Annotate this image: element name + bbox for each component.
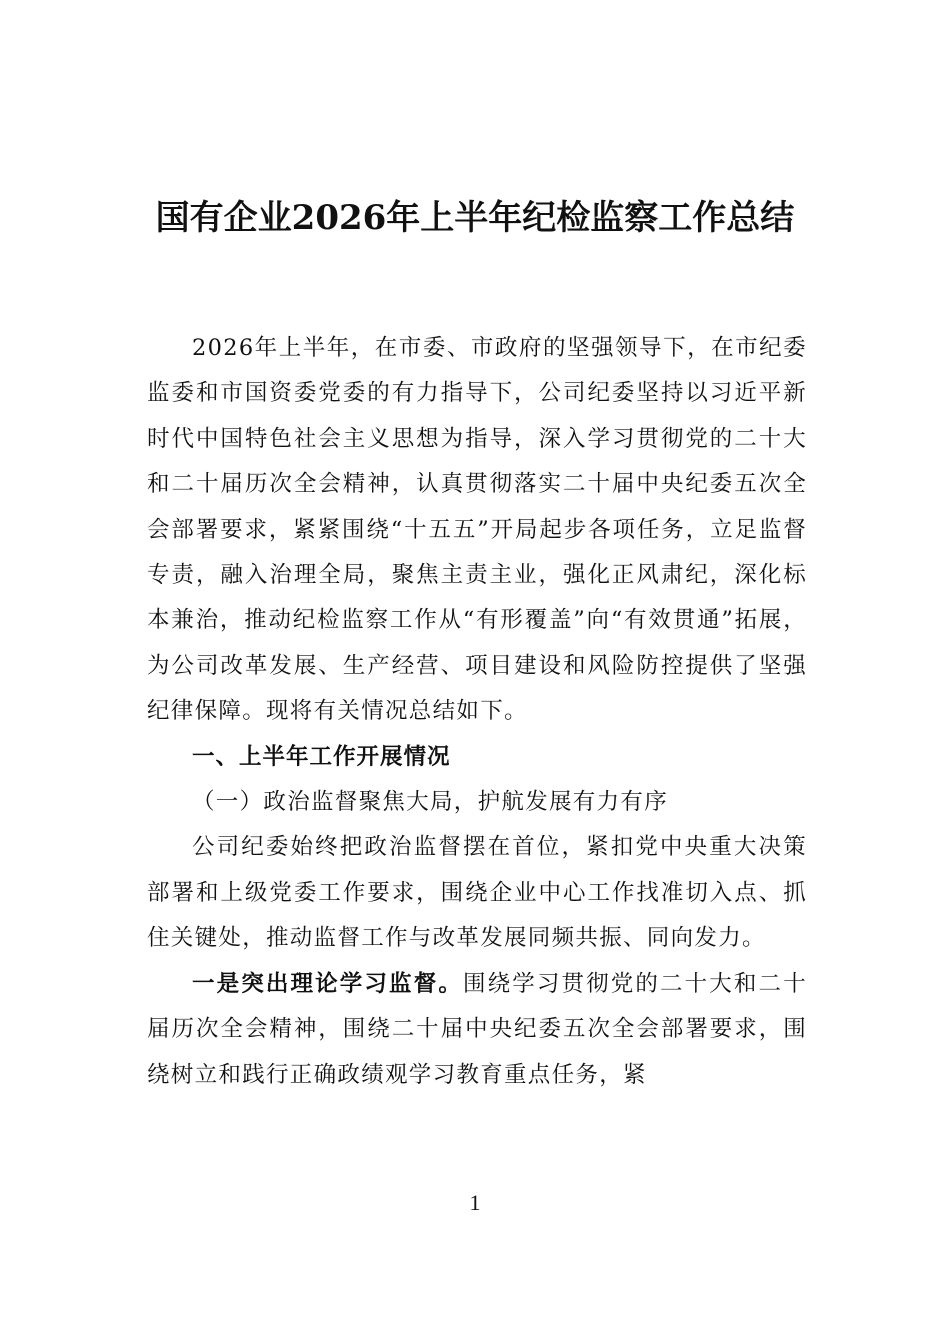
document-title: 国有企业2026年上半年纪检监察工作总结 bbox=[155, 198, 795, 238]
page-number: 1 bbox=[469, 1190, 481, 1215]
subsection-heading-1: （一）政治监督聚焦大局，护航发展有力有序 bbox=[192, 789, 669, 816]
point-paragraph-1 bbox=[147, 962, 807, 1098]
point-body-1: 围绕学习贯彻党的二十大和二十届历次全会精神，围绕二十届中央纪委五次全会部署要求，围绕树立和践行正确政绩观学习教育重点任务，紧 bbox=[147, 970, 807, 1088]
subsection-paragraph-1: 公司纪委始终把政治监督摆在首位，紧扣党中央重大决策部署和上级党委工作要求，围绕企业中心工作找准切入点、抓住关键处，推动监督工作与改革发展同频共振、同向发力。 bbox=[147, 834, 807, 952]
intro-paragraph: 2026年上半年，在市委、市政府的坚强领导下，在市纪委监委和市国资委党委的有力指导下，公司纪委坚持以习近平新时代中国特色社会主义思想为指导，深入学习贯彻党的二十大和二十届历次全会精神，认真贯彻落实二十届中央纪委五次全会部署要求，紧紧围绕“十五五”开局起步各项任务，立足监督专责，融入治理全局，聚焦主责主业，强化正风肃纪，深化标本兼治，推动纪检监察工作从“有形覆盖”向“有效贯通”拓展，为公司改革发展、生产经营、项目建设和风险防控提供了坚强纪律保障。现将有关情况总结如下。 bbox=[147, 335, 807, 725]
point-lead-1: 一是突出理论学习监督。 bbox=[192, 970, 463, 997]
document-body bbox=[147, 326, 807, 1098]
section-heading-1: 一、上半年工作开展情况 bbox=[192, 743, 451, 770]
